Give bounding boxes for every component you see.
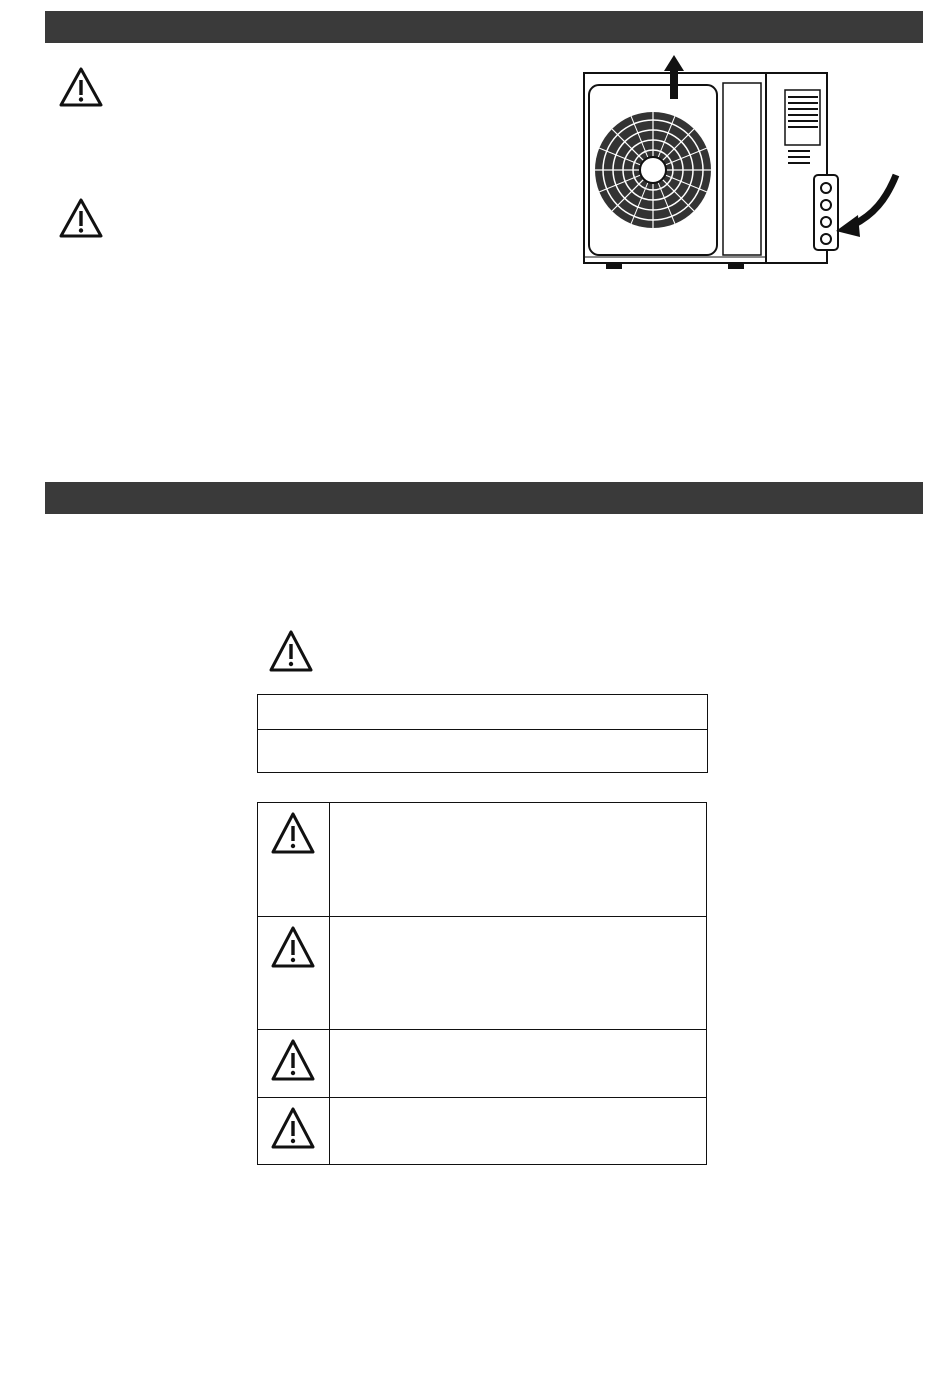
warning-cell (258, 917, 330, 1029)
warning-triangle-icon (270, 1038, 316, 1082)
warning-triangle-icon (58, 66, 104, 108)
outdoor-unit-icon (578, 55, 903, 280)
section-header-bar-1 (45, 11, 923, 43)
warning-triangle-icon (58, 197, 104, 239)
warning-table-row (258, 1098, 706, 1164)
warning-table-row (258, 1030, 706, 1098)
section-header-bar-2 (45, 482, 923, 514)
notice-box-row (258, 695, 707, 730)
warning-table-row (258, 803, 706, 917)
warning-cell (258, 1098, 330, 1164)
warning-cell (258, 1030, 330, 1097)
curved-arrow-icon (836, 175, 896, 237)
notice-box (257, 694, 708, 773)
warning-triangle-icon (270, 925, 316, 969)
warning-table-row (258, 917, 706, 1030)
warning-triangle-icon (270, 811, 316, 855)
warning-cell (258, 803, 330, 916)
fan-grille-icon (595, 112, 711, 228)
warning-triangle-icon (270, 1106, 316, 1150)
notice-box-row (258, 730, 707, 772)
warning-table (257, 802, 707, 1165)
warning-triangle-icon (268, 629, 314, 673)
